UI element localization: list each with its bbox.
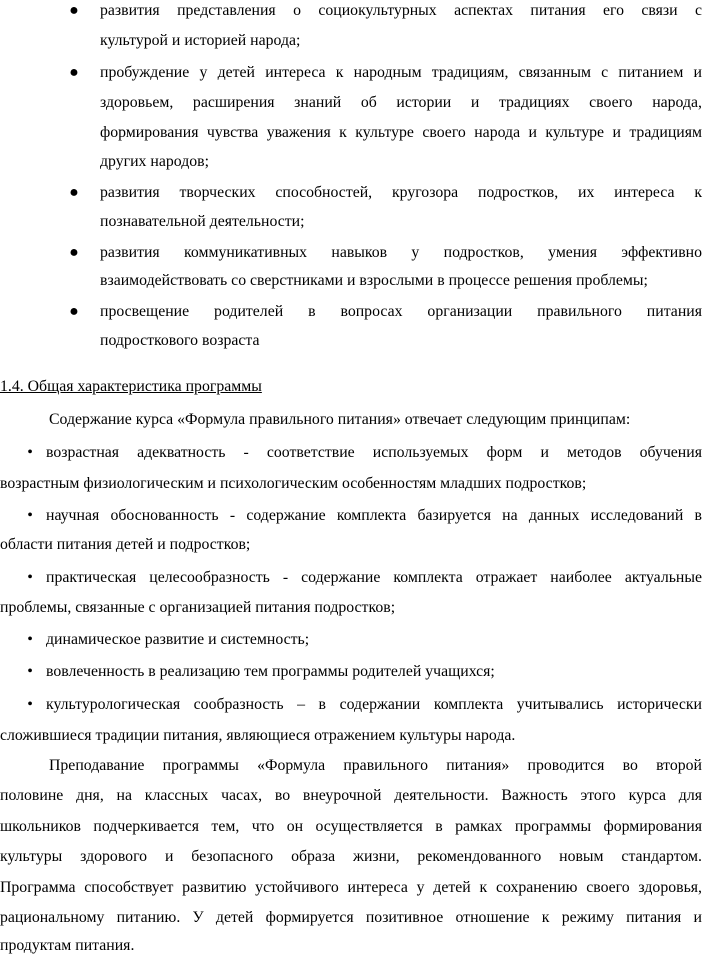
list-item-line: пробуждение у детей интереса к народным традициям, связанным с питанием и bbox=[100, 64, 702, 81]
intro-text: Содержание курса «Формула правильного питания» отвечает следующим принципам: bbox=[49, 411, 631, 428]
list-item-line: развития представления о социокультурных аспектах питания его связи с bbox=[100, 2, 702, 19]
paragraph-line: рациональному питанию. У детей формируется позитивное отношение к режиму питания и bbox=[0, 909, 702, 926]
principle-line: сложившиеся традиции питания, являющиеся отражением культуры народа. bbox=[0, 727, 516, 744]
list-item-line: познавательной деятельности; bbox=[100, 213, 305, 230]
principle-line: культурологическая сообразность – в содержании комплекта учитывались исторически bbox=[46, 696, 702, 713]
paragraph-line: Программа способствует развитию устойчивого интереса у детей к сохранению своего здоровья, bbox=[0, 879, 702, 896]
bullet-icon: • bbox=[27, 569, 33, 586]
principle-line: проблемы, связанные с организацией питания подростков; bbox=[0, 599, 396, 616]
principle-line: возрастная адекватность - соответствие используемых форм и методов обучения bbox=[46, 444, 702, 461]
paragraph-line: Преподавание программы «Формула правильного питания» проводится во второй bbox=[49, 757, 702, 774]
principle-line: возрастным физиологическим и психологическим особенностям младших подростков; bbox=[0, 475, 587, 492]
bullet-icon: • bbox=[27, 663, 33, 680]
bullet-icon: ● bbox=[69, 244, 79, 261]
principle-line: динамическое развитие и системность; bbox=[46, 631, 310, 648]
bullet-icon: ● bbox=[69, 184, 79, 201]
principle-line: области питания детей и подростков; bbox=[0, 536, 251, 553]
list-item-line: просвещение родителей в вопросах организации правильного питания bbox=[100, 303, 702, 320]
list-item-line: формирования чувства уважения к культуре своего народа и культуре и традициям bbox=[100, 124, 702, 141]
paragraph-line: половине дня, на классных часах, во внеурочной деятельности. Важность этого курса для bbox=[0, 787, 702, 804]
principle-line: вовлеченность в реализацию тем программы родителей учащихся; bbox=[46, 663, 495, 680]
list-item-line: развития творческих способностей, кругозора подростков, их интереса к bbox=[100, 184, 702, 201]
bullet-icon: ● bbox=[69, 2, 79, 19]
list-item-line: подросткового возраста bbox=[100, 332, 260, 349]
list-item-line: здоровьем, расширения знаний об истории и традициях своего народа, bbox=[100, 94, 702, 111]
paragraph-line: культуры здорового и безопасного образа жизни, рекомендованного новым стандартом. bbox=[0, 848, 702, 865]
list-item-line: взаимодействовать со сверстниками и взрослыми в процессе решения проблемы; bbox=[100, 272, 648, 289]
bullet-icon: • bbox=[27, 444, 33, 461]
paragraph-line: продуктам питания. bbox=[0, 937, 135, 954]
bullet-icon: • bbox=[27, 631, 33, 648]
section-heading: 1.4. Общая характеристика программы bbox=[0, 378, 262, 395]
list-item-line: развития коммуникативных навыков у подростков, умения эффективно bbox=[100, 244, 702, 261]
list-item-line: культурой и историей народа; bbox=[100, 32, 301, 49]
bullet-icon: • bbox=[27, 507, 33, 524]
bullet-icon: ● bbox=[69, 303, 79, 320]
principle-line: научная обоснованность - содержание комплекта базируется на данных исследований в bbox=[46, 507, 702, 524]
bullet-icon: ● bbox=[69, 64, 79, 81]
bullet-icon: • bbox=[27, 696, 33, 713]
principle-line: практическая целесообразность - содержание комплекта отражает наиболее актуальные bbox=[46, 569, 702, 586]
list-item-line: других народов; bbox=[100, 153, 209, 170]
paragraph-line: школьников подчеркивается тем, что он осуществляется в рамках программы формирования bbox=[0, 818, 702, 835]
